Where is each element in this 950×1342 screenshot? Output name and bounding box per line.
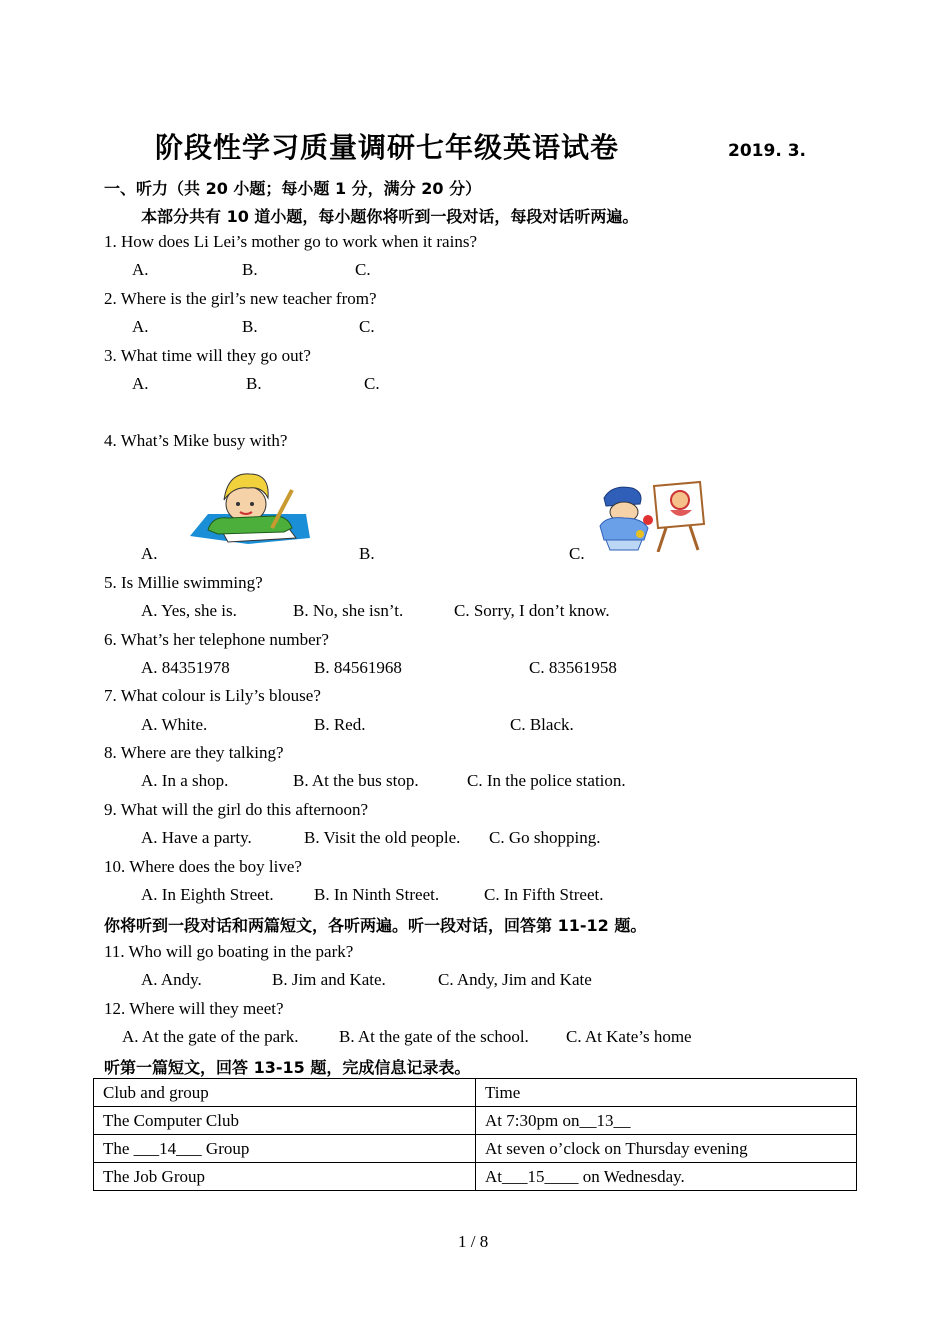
q2-option-a: A.	[132, 317, 149, 336]
q9-option-c: C. Go shopping.	[489, 828, 601, 847]
q9-option-b: B. Visit the old people.	[304, 828, 461, 847]
q8-option-c: C. In the police station.	[467, 771, 626, 790]
q4-option-b: B.	[359, 544, 375, 563]
q7-option-a: A. White.	[141, 715, 208, 734]
q3-option-a: A.	[132, 374, 149, 393]
question-9: 9. What will the girl do this afternoon?	[104, 800, 369, 819]
table-row	[94, 1107, 857, 1135]
table-cell: At___15____ on Wednesday.	[476, 1163, 857, 1191]
boy-writing-image	[188, 466, 312, 546]
table-header-cell: Time	[476, 1079, 857, 1107]
q5-option-c: C. Sorry, I don’t know.	[454, 601, 610, 620]
question-8: 8. Where are they talking?	[104, 743, 284, 762]
q4-option-a: A.	[141, 544, 158, 563]
q12-option-a: A. At the gate of the park.	[122, 1027, 299, 1046]
question-1: 1. How does Li Lei’s mother go to work when it rains?	[104, 232, 477, 251]
q1-option-c: C.	[355, 260, 371, 279]
shirt-shape	[208, 516, 292, 534]
q10-option-a: A. In Eighth Street.	[141, 885, 274, 904]
info-record-table	[93, 1078, 857, 1191]
page-number: 1 / 8	[458, 1232, 489, 1251]
table-row	[94, 1163, 857, 1191]
page-title: 阶段性学习质量调研七年级英语试卷	[155, 131, 620, 164]
q8-option-a: A. In a shop.	[141, 771, 229, 790]
table-header-cell: Club and group	[94, 1079, 476, 1107]
question-3: 3. What time will they go out?	[104, 346, 311, 365]
table-row	[94, 1135, 857, 1163]
q2-option-c: C.	[359, 317, 375, 336]
table-cell: At seven o’clock on Thursday evening	[476, 1135, 857, 1163]
question-7: 7. What colour is Lily’s blouse?	[104, 686, 321, 705]
q7-option-b: B. Red.	[314, 715, 366, 734]
q4-option-c: C.	[569, 544, 585, 563]
question-11: 11. Who will go boating in the park?	[104, 942, 354, 961]
painter-image	[596, 480, 706, 552]
q6-option-b: B. 84561968	[314, 658, 402, 677]
q6-option-c: C. 83561958	[529, 658, 617, 677]
table-cell: The ___14___ Group	[94, 1135, 476, 1163]
q10-option-c: C. In Fifth Street.	[484, 885, 604, 904]
exam-date: 2019. 3.	[728, 141, 806, 161]
question-12: 12. Where will they meet?	[104, 999, 284, 1018]
q3-option-c: C.	[364, 374, 380, 393]
q5-option-b: B. No, she isn’t.	[293, 601, 404, 620]
q6-option-a: A. 84351978	[141, 658, 230, 677]
q7-option-c: C. Black.	[510, 715, 574, 734]
q3-option-b: B.	[246, 374, 262, 393]
section-heading: 一、听力（共 20 小题；每小题 1 分，满分 20 分）	[104, 179, 482, 198]
q9-option-a: A. Have a party.	[141, 828, 252, 847]
part3-instruction: 听第一篇短文，回答 13-15 题，完成信息记录表。	[104, 1058, 471, 1077]
table-cell: The Job Group	[94, 1163, 476, 1191]
question-4: 4. What’s Mike busy with?	[104, 431, 288, 450]
question-6: 6. What’s her telephone number?	[104, 630, 329, 649]
q10-option-b: B. In Ninth Street.	[314, 885, 440, 904]
q12-option-c: C. At Kate’s home	[566, 1027, 692, 1046]
q2-option-b: B.	[242, 317, 258, 336]
question-2: 2. Where is the girl’s new teacher from?	[104, 289, 377, 308]
q11-option-a: A. Andy.	[141, 970, 202, 989]
section-instruction: 本部分共有 10 道小题，每小题你将听到一段对话，每段对话听两遍。	[141, 207, 639, 226]
table-cell: At 7:30pm on__13__	[476, 1107, 857, 1135]
q8-option-b: B. At the bus stop.	[293, 771, 419, 790]
question-5: 5. Is Millie swimming?	[104, 573, 263, 592]
q11-option-b: B. Jim and Kate.	[272, 970, 386, 989]
q11-option-c: C. Andy, Jim and Kate	[438, 970, 592, 989]
q5-option-a: A. Yes, she is.	[141, 601, 237, 620]
q1-option-b: B.	[242, 260, 258, 279]
q1-option-a: A.	[132, 260, 149, 279]
table-header-row	[94, 1079, 857, 1107]
question-10: 10. Where does the boy live?	[104, 857, 302, 876]
q12-option-b: B. At the gate of the school.	[339, 1027, 529, 1046]
table-cell: The Computer Club	[94, 1107, 476, 1135]
part2-instruction: 你将听到一段对话和两篇短文，各听两遍。听一段对话，回答第 11-12 题。	[104, 916, 647, 935]
